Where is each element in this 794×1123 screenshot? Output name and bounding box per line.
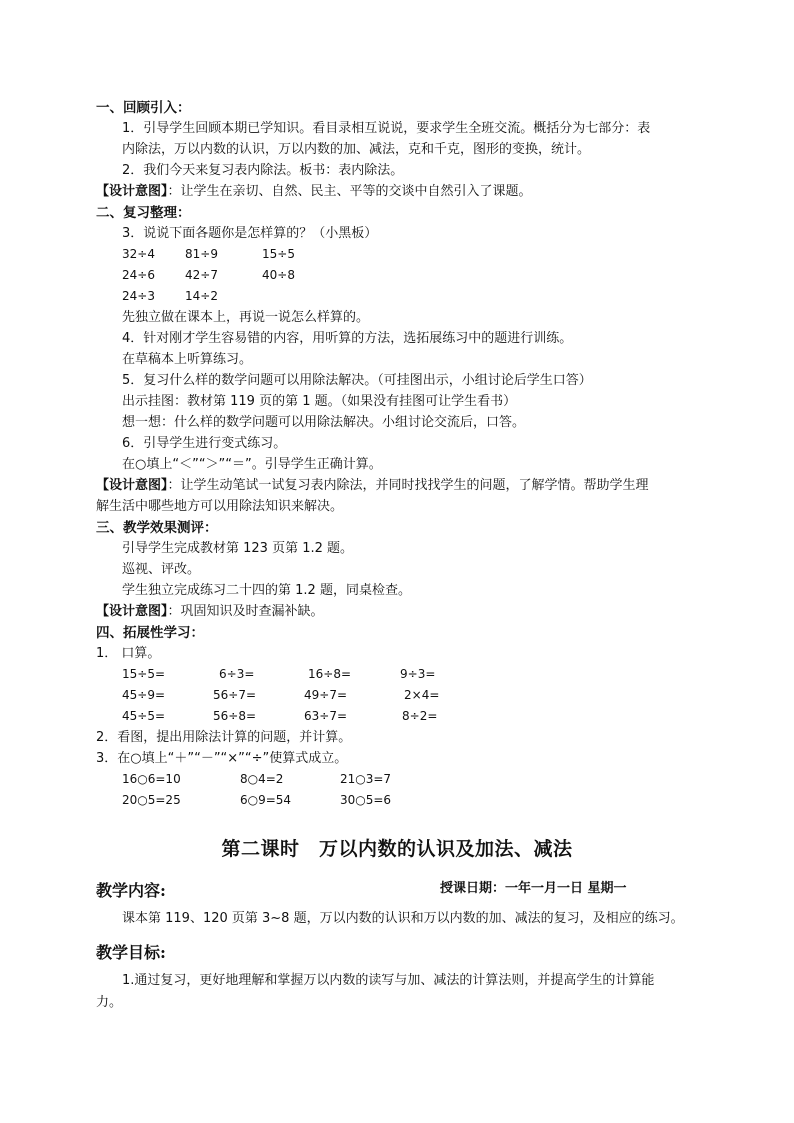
oral-expression: 15÷5= [122, 667, 166, 681]
paragraph-item1: 1． 口算。 [96, 646, 161, 661]
paragraph-item3: 3．在○填上“＋”“－”“×”“÷”使算式成立。 [96, 751, 348, 766]
section-heading-assessment: 三、教学效果测评： [96, 520, 218, 536]
section-heading-extended: 四、拓展性学习： [96, 625, 204, 641]
design-intent-text: ：让学生在亲切、自然、民主、平等的交谈中自然引入了课题。 [167, 184, 532, 199]
paragraph-item3: 3．说说下面各题你是怎样算的？（小黑板） [122, 226, 378, 241]
paragraph-line-d: 想一想：什么样的数学问题可以用除法解决。小组讨论交流后，口答。 [122, 415, 526, 430]
paragraph-item2: 2．看图，提出用除法计算的问题，并计算。 [96, 730, 352, 745]
teaching-goal-1-line2: 力。 [96, 995, 123, 1010]
fill-expression: 30○5=6 [340, 793, 392, 807]
expression: 15÷5 [262, 247, 295, 261]
paragraph-line-a: 先独立做在课本上，再说一说怎么样算的。 [122, 310, 370, 325]
teaching-date: 授课日期：一年一月一日 星期一 [440, 881, 627, 896]
expression: 24÷3 [122, 289, 155, 303]
fill-expression: 6○9=54 [240, 793, 292, 807]
oral-expression: 8÷2= [402, 709, 438, 723]
oral-expression: 45÷9= [122, 688, 166, 702]
design-intent-3 [96, 603, 324, 621]
expression: 32÷4 [122, 247, 155, 261]
expression: 42÷7 [185, 268, 218, 282]
paragraph-line-b: 在草稿本上听算练习。 [122, 352, 253, 367]
fill-expression: 20○5=25 [122, 793, 181, 807]
oral-expression: 9÷3= [400, 667, 436, 681]
design-intent-text: ：让学生动笔试一试复习表内除法，并同时找找学生的问题，了解学情。帮助学生理 [167, 478, 649, 493]
paragraph-item2: 2．我们今天来复习表内除法。板书：表内除法。 [122, 163, 404, 178]
paragraph-line3: 学生独立完成练习二十四的第 1.2 题，同桌检查。 [122, 583, 411, 598]
fill-expression: 21○3=7 [340, 772, 392, 786]
oral-expression: 16÷8= [308, 667, 352, 681]
oral-expression: 56÷8= [213, 709, 257, 723]
design-intent-1 [96, 183, 532, 201]
oral-expression: 6÷3= [219, 667, 255, 681]
teaching-content-text: 课本第 119、120 页第 3~8 题，万以内数的认识和万以内数的加、减法的复习，及相应的练习。 [122, 911, 684, 926]
expression: 81÷9 [185, 247, 218, 261]
teaching-content-label: 教学内容: [96, 881, 166, 900]
paragraph-line-e: 在○填上“＜”“＞”“＝”。引导学生正确计算。 [122, 457, 382, 472]
design-intent-text: ：巩固知识及时查漏补缺。 [167, 604, 324, 619]
paragraph-line2: 巡视、评改。 [122, 562, 201, 577]
lesson-title: 第二课时 万以内数的认识及加法、减法 [221, 838, 573, 860]
fill-expression: 16○6=10 [122, 772, 181, 786]
design-intent-label: 【设计意图】 [96, 184, 168, 199]
paragraph-item1-line1: 1．引导学生回顾本期已学知识。看目录相互说说，要求学生全班交流。概括分为七部分：表 [122, 121, 651, 136]
paragraph-item1-line2: 内除法，万以内数的认识，万以内数的加、减法，克和千克，图形的变换，统计。 [122, 142, 591, 157]
oral-expression: 56÷7= [213, 688, 257, 702]
oral-expression: 45÷5= [122, 709, 166, 723]
oral-expression: 63÷7= [304, 709, 348, 723]
design-intent-2 [96, 477, 649, 495]
paragraph-item5: 5．复习什么样的数学问题可以用除法解决。（可挂图出示，小组讨论后学生口答） [122, 373, 592, 388]
expression: 14÷2 [185, 289, 218, 303]
teaching-goal-label: 教学目标: [96, 943, 166, 962]
paragraph-item6: 6．引导学生进行变式练习。 [122, 436, 287, 451]
oral-expression: 2×4= [404, 688, 440, 702]
teaching-goal-1-line1: 1.通过复习，更好地理解和掌握万以内数的读写与加、减法的计算法则，并提高学生的计算能 [122, 973, 655, 988]
expression: 24÷6 [122, 268, 155, 282]
design-intent-label: 【设计意图】 [96, 604, 168, 619]
section-heading-review-organize: 二、复习整理： [96, 205, 191, 221]
expression: 40÷8 [262, 268, 295, 282]
paragraph-line-c: 出示挂图：教材第 119 页的第 1 题。（如果没有挂图可让学生看书） [122, 394, 517, 409]
paragraph-item4: 4．针对刚才学生容易错的内容，用听算的方法，选拓展练习中的题进行训练。 [122, 331, 573, 346]
fill-expression: 8○4=2 [240, 772, 284, 786]
section-heading-review-intro: 一、回顾引入： [96, 100, 191, 116]
design-intent-2-cont: 解生活中哪些地方可以用除法知识来解决。 [96, 499, 344, 514]
oral-expression: 49÷7= [304, 688, 348, 702]
design-intent-label: 【设计意图】 [96, 478, 168, 493]
paragraph-line1: 引导学生完成教材第 123 页第 1.2 题。 [122, 541, 354, 556]
